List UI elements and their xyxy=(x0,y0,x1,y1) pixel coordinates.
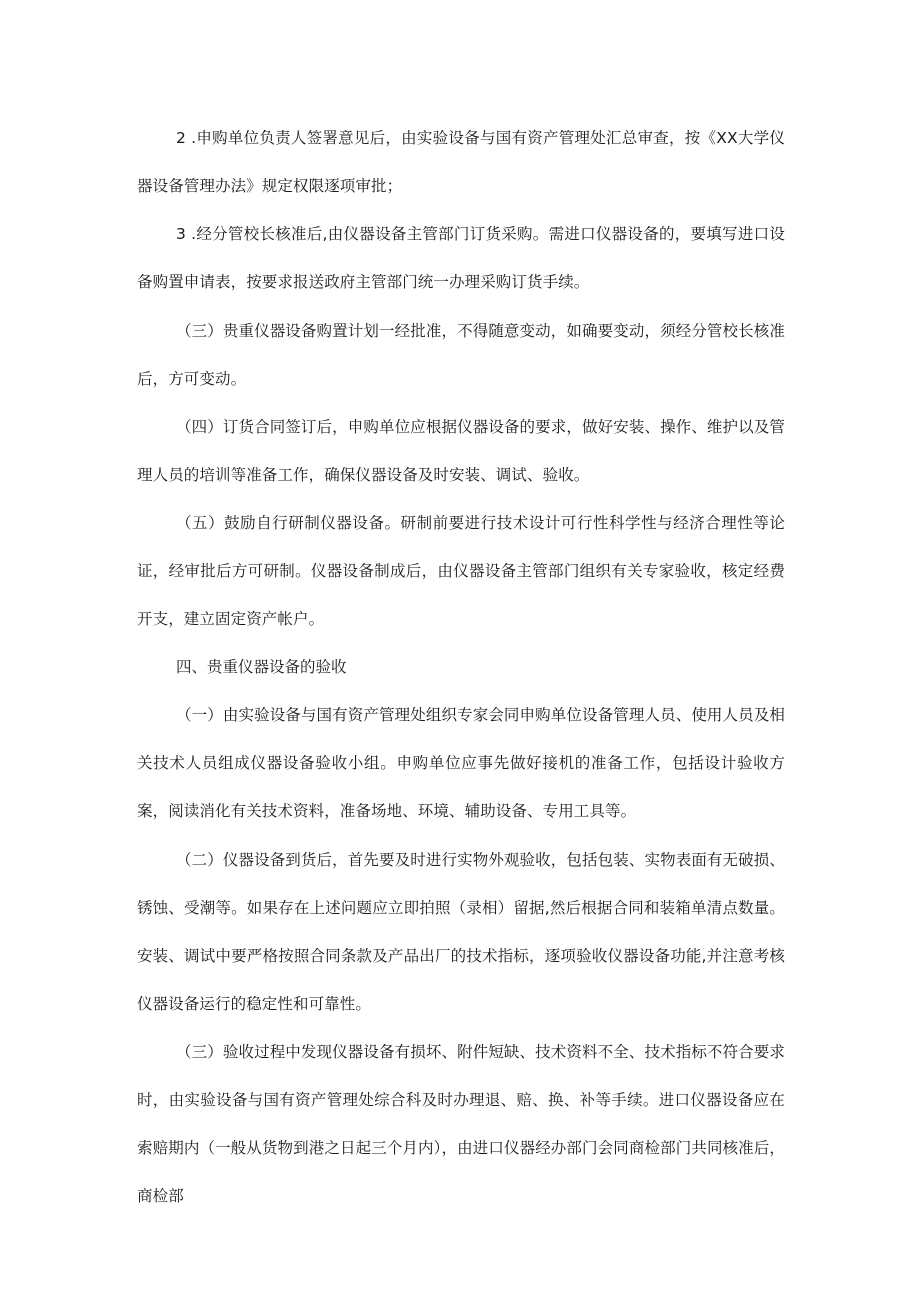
paragraph-acceptance-3: （三）验收过程中发现仪器设备有损坏、附件短缺、技术资料不全、技术指标不符合要求时，由实验设备与国有资产管理处综合科及时办理退、赔、换、补等手续。进口仪器设备应在索赔期内（一般从货物到港之日起三个月内），由进口仪器经办部门会同商检部门共同核准后，商检部 xyxy=(137,1043,785,1205)
paragraph-item-2: 2 .申购单位负责人签署意见后，由实验设备与国有资产管理处汇总审查，按《XX大学仪器设备管理办法》规定权限逐项审批； xyxy=(137,129,785,195)
paragraph-section-5: （五）鼓励自行研制仪器设备。研制前要进行技术设计可行性科学性与经济合理性等论证，经审批后方可研制。仪器设备制成后，由仪器设备主管部门组织有关专家验收，核定经费开支，建立固定资产帐户。 xyxy=(137,514,785,628)
paragraph-section-4: （四）订货合同签订后，申购单位应根据仪器设备的要求，做好安装、操作、维护以及管理人员的培训等准备工作，确保仪器设备及时安装、调试、验收。 xyxy=(137,418,785,484)
paragraph-acceptance-1: （一）由实验设备与国有资产管理处组织专家会同申购单位设备管理人员、使用人员及相关技术人员组成仪器设备验收小组。申购单位应事先做好接机的准备工作，包括设计验收方案，阅读消化有关技术资料，准备场地、环境、辅助设备、专用工具等。 xyxy=(137,706,785,820)
paragraph-item-3: 3 .经分管校长核准后,由仪器设备主管部门订货采购。需进口仪器设备的，要填写进口设备购置申请表，按要求报送政府主管部门统一办理采购订货手续。 xyxy=(137,225,785,291)
paragraph-section-3: （三）贵重仪器设备购置计划一经批准，不得随意变动，如确要变动，须经分管校长核准后，方可变动。 xyxy=(137,322,785,388)
section-heading-4: 四、贵重仪器设备的验收 xyxy=(176,658,347,676)
paragraph-acceptance-2: （二）仪器设备到货后，首先要及时进行实物外观验收，包括包装、实物表面有无破损、锈蚀、受潮等。如果存在上述问题应立即拍照（录相）留据,然后根据合同和装箱单清点数量。安装、调试中要严格按照合同条款及产品出厂的技术指标，逐项验收仪器设备功能,并注意考核仪器设备运行的稳定性和可靠性。 xyxy=(137,851,785,1013)
